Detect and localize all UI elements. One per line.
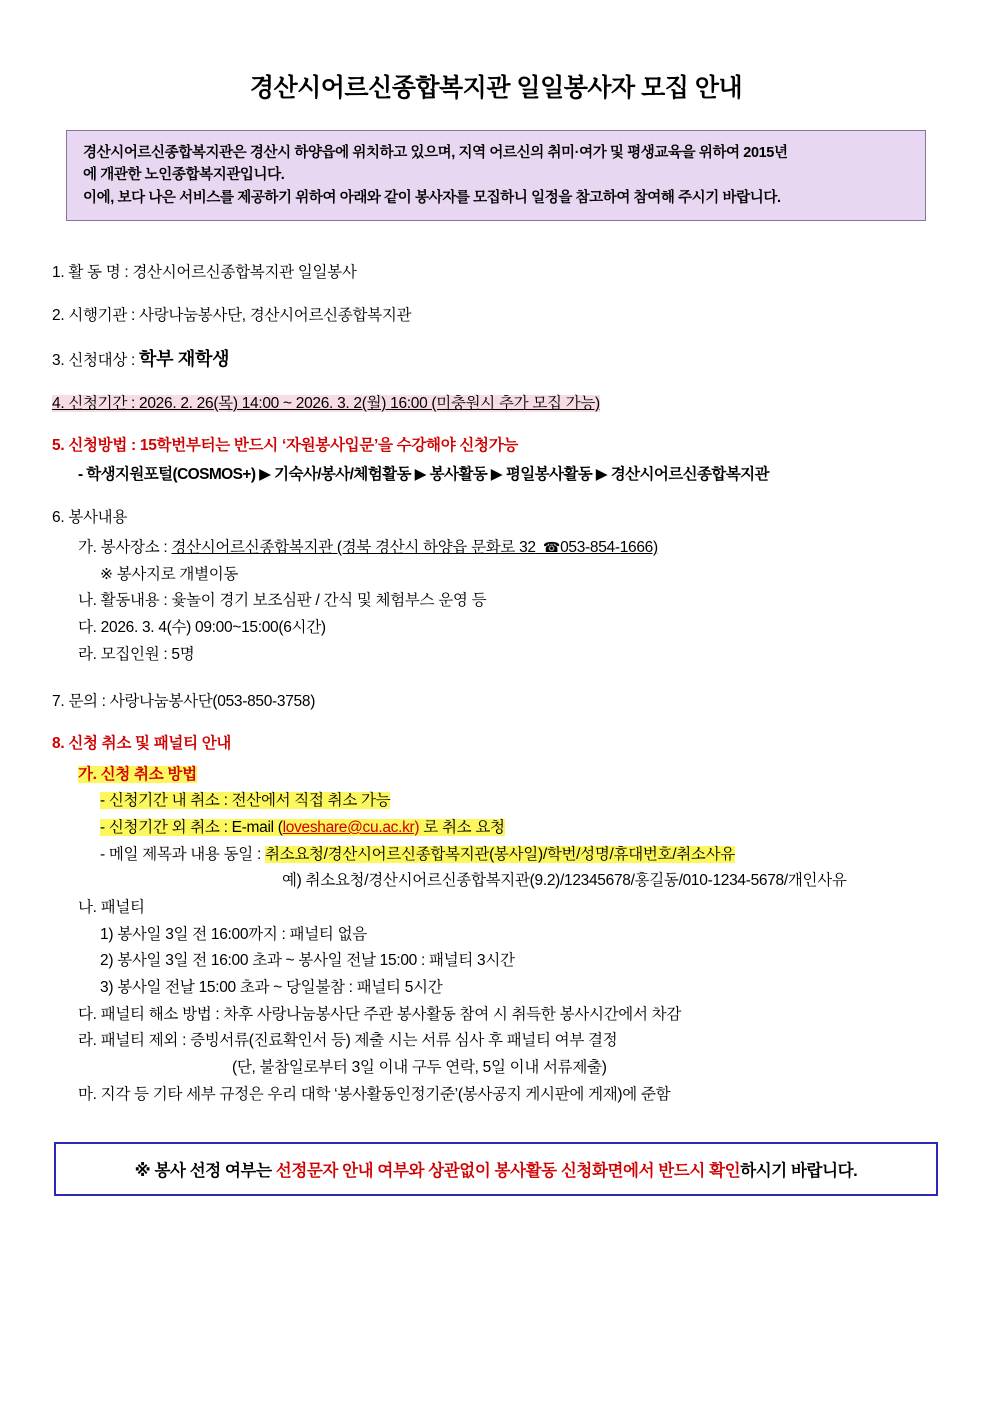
item-cancel-penalty-title: 8. 신청 취소 및 패널티 안내 (52, 735, 232, 753)
intro-line-3: 이에, 보다 나은 서비스를 제공하기 위하여 아래와 같이 봉사자를 모집하니 일정을 참고하여 참여해 주시기 바랍니다. (83, 189, 781, 206)
item-organizer: 2. 시행기관 : 사랑나눔봉사단, 경산시어르신종합복지관 (52, 306, 412, 324)
item-cancel-out-period (52, 815, 940, 842)
item-target-value: 학부 재학생 (139, 348, 230, 369)
item-application-method-label: 5. 신청방법 : (52, 437, 140, 455)
item-application-method-value: 15학번부터는 반드시 ‘자원봉사입문’을 수강해야 신청가능 (139, 437, 519, 455)
item-other-rules: 마. 지각 등 기타 세부 규정은 우리 대학 ‘봉사활동인정기준’(봉사공지 게시판에 게재)에 준함 (78, 1085, 671, 1103)
notice-suffix: 하시기 바랍니다. (740, 1162, 858, 1181)
intro-box (66, 130, 926, 221)
page-title: 경산시어르신종합복지관 일일봉사자 모집 안내 (249, 74, 743, 102)
item-cancel-method (52, 762, 940, 789)
item-mail-subject-format: 취소요청/경산시어르신종합복지관(봉사일)/학번/성명/휴대번호/취소사유 (264, 845, 735, 863)
item-application-path-text: - 학생지원포털(COSMOS+) ▶ 기숙사/봉사/체험활동 ▶ 봉사활동 ▶ 평일봉사활동 ▶ 경산시어르신종합복지관 (78, 466, 769, 484)
item-application-period-text: 4. 신청기간 : 2026. 2. 26(목) 14:00 ~ 2026. 3. 2(월) 16:00 (미충원시 추가 모집 가능) (52, 394, 600, 412)
intro-line-1: 경산시어르신종합복지관은 경산시 하양읍에 위치하고 있으며, 지역 어르신의 취미·여가 및 평생교육을 위하여 2015년 (83, 145, 788, 161)
item-volunteer-detail: 6. 봉사내용 (52, 508, 128, 526)
item-activity-detail: 나. 활동내용 : 윷놀이 경기 보조심판 / 간식 및 체험부스 운영 등 (78, 592, 487, 610)
cancel-email-link[interactable]: loveshare@cu.ac.kr) (282, 819, 420, 836)
item-mail-subject-pre: - 메일 제목과 내용 동일 : (100, 845, 265, 863)
spacer (52, 668, 940, 690)
item-place (52, 535, 940, 562)
item-place-label: 가. 봉사장소 : (78, 538, 172, 556)
item-penalty-exempt: 라. 패널티 제외 : 증빙서류(진료확인서 등) 제출 시는 서류 심사 후 패널티 여부 결정 (78, 1032, 618, 1050)
item-penalty-exempt-note: (단, 불참일로부터 3일 이내 구두 연락, 5일 이내 서류제출) (232, 1058, 607, 1076)
item-application-path (52, 463, 940, 486)
item-headcount: 라. 모집인원 : 5명 (78, 645, 195, 663)
item-date: 다. 2026. 3. 4(수) 09:00~15:00(6시간) (78, 618, 326, 636)
notice-highlight: 선정문자 안내 여부와 상관없이 봉사활동 신청화면에서 반드시 확인 (275, 1162, 741, 1181)
item-penalty-3: 3) 봉사일 전날 15:00 초과 ~ 당일불참 : 패널티 5시간 (100, 978, 443, 996)
item-cancel-in-period (52, 788, 940, 815)
intro-line-2: 에 개관한 노인종합복지관입니다. (83, 167, 285, 184)
item-place-note: ※ 봉사지로 개별이동 (100, 565, 239, 583)
item-cancel-out-period-post: 로 취소 요청 (419, 819, 505, 836)
item-application-method (52, 434, 940, 457)
item-target-label: 3. 신청대상 : (52, 351, 140, 369)
item-place-value: 경산시어르신종합복지관 (경북 경산시 하양읍 문화로 32 (171, 538, 536, 556)
item-target (52, 346, 940, 373)
item-mail-subject (52, 842, 940, 869)
item-penalty-resolve: 다. 패널티 해소 방법 : 차후 사랑나눔봉사단 주관 봉사활동 참여 시 취득한 봉사시간에서 차감 (78, 1005, 682, 1023)
notice-prefix: ※ 봉사 선정 여부는 (134, 1162, 276, 1181)
item-penalty-2: 2) 봉사일 3일 전 16:00 초과 ~ 봉사일 전날 15:00 : 패널티 3시간 (100, 952, 515, 970)
item-cancel-method-title: 가. 신청 취소 방법 (78, 765, 197, 783)
item-activity-name: 1. 활 동 명 : 경산시어르신종합복지관 일일봉사 (52, 264, 357, 282)
notice-box (54, 1142, 938, 1196)
item-application-period (52, 392, 940, 415)
item-cancel-out-period-pre: - 신청기간 외 취소 : E-mail ( (100, 819, 283, 836)
item-cancel-in-period-text: - 신청기간 내 취소 : 전산에서 직접 취소 가능 (100, 792, 391, 810)
item-place-phone: 053-854-1666) (560, 538, 658, 556)
item-mail-example: 예) 취소요청/경산시어르신종합복지관(9.2)/12345678/홍길동/010-1234-5678/개인사유 (282, 872, 847, 890)
item-penalty-1: 1) 봉사일 3일 전 16:00까지 : 패널티 없음 (100, 925, 367, 943)
item-contact: 7. 문의 : 사랑나눔봉사단(053-850-3758) (52, 693, 316, 711)
telephone-icon: ☎ (535, 538, 561, 555)
item-penalty: 나. 패널티 (78, 898, 145, 916)
item-cancel-penalty (52, 732, 940, 755)
document-body (44, 261, 948, 1108)
